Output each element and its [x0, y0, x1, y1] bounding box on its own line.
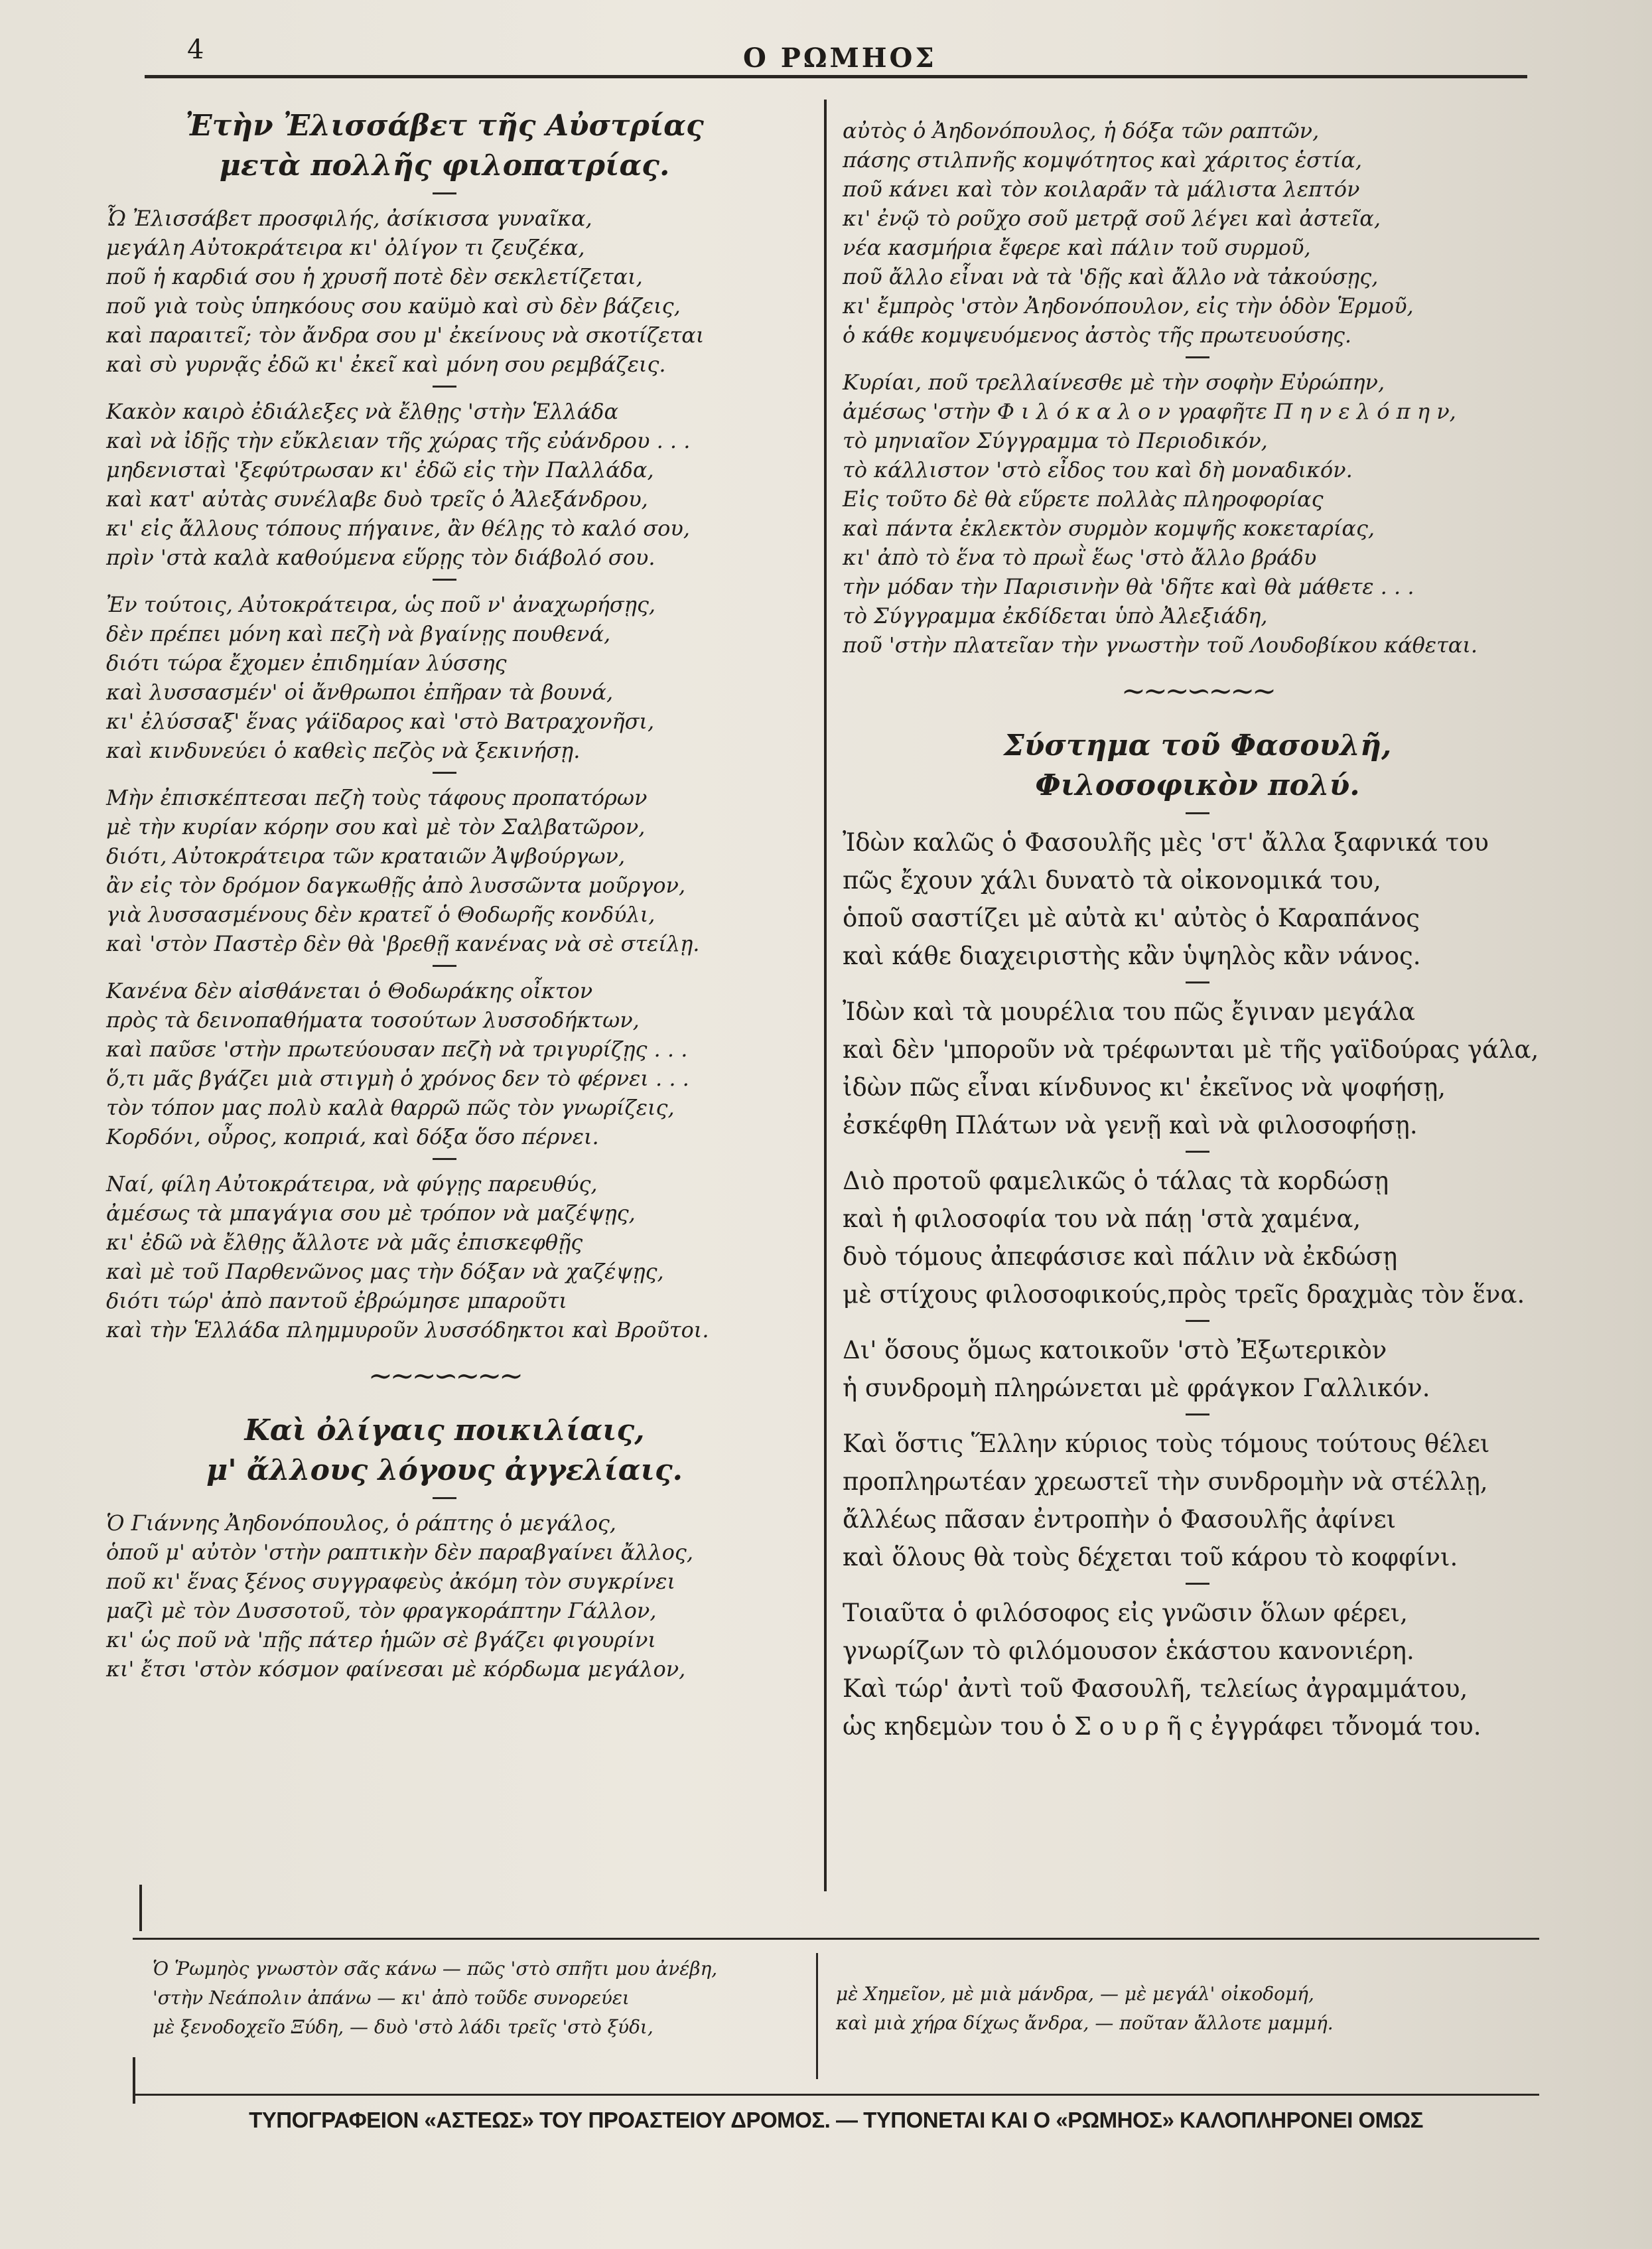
- poem1-title-line: Ἐτὴν Ἐλισσάβετ τῆς Αὐστρίας: [185, 109, 704, 143]
- verse-line: νέα κασμήρια ἔφερε καὶ πάλιν τοῦ συρμοῦ,: [843, 235, 1311, 260]
- verse-line: γνωρίζων τὸ φιλόμουσον ἑκάστου κανονιέρη.: [843, 1636, 1414, 1665]
- verse-line: Κορδόνι, οὖρος, κοπριά, καὶ δόξα ὅσο πέρνει.: [106, 1124, 599, 1149]
- stanza-separator: [1186, 1151, 1209, 1153]
- verse-line: ὁποῦ μ' αὐτὸν 'στὴν ραπτικὴν δὲν παραβγαίνει ἄλλος,: [106, 1540, 694, 1565]
- verse-line: μεγάλη Αὐτοκράτειρα κι' ὀλίγον τι ζευζέκα,: [106, 235, 585, 260]
- verse-line: προπληρωτέαν χρεωστεῖ τὴν συνδρομὴν νὰ στέλλῃ,: [843, 1467, 1488, 1496]
- stanza-separator: [433, 192, 456, 194]
- left-ornament: ~~~∽~~~: [368, 1359, 521, 1393]
- stanza: [106, 397, 783, 572]
- verse-line: γιὰ λυσσασμένους δὲν κρατεῖ ὁ Θοδωρῆς κονδύλι,: [106, 902, 655, 927]
- verse-line: καὶ σὺ γυρνᾷς ἐδῶ κι' ἐκεῖ καὶ μόνη σου ρεμβάζεις.: [106, 352, 666, 377]
- stanza: [106, 204, 783, 379]
- verse-line: Κυρίαι, ποῦ τρελλαίνεσθε μὲ τὴν σοφὴν Εὐρώπην,: [843, 370, 1385, 395]
- poem2-title-line: μ' ἄλλους λόγους ἀγγελίαις.: [206, 1453, 683, 1487]
- stanza-separator: [433, 965, 456, 967]
- advert-left: [153, 1954, 717, 2042]
- poem2-title: [106, 1411, 783, 1490]
- advert-line: μὲ ξενοδοχεῖο Ξύδη, — δυὸ 'στὸ λάδι τρεῖς 'στὸ ξύδι,: [153, 2016, 654, 2038]
- advert-line: καὶ μιὰ χήρα δίχως ἄνδρα, — ποῦταν ἄλλοτε μαμμή.: [836, 2012, 1334, 2034]
- verse-line: ἄλλέως πᾶσαν ἐντροπὴν ὁ Φασουλῆς ἀφίνει: [843, 1505, 1397, 1534]
- verse-line: Ὦ Ἐλισσάβετ προσφιλής, ἀσίκισσα γυναῖκα,: [106, 206, 592, 231]
- header-rule: [145, 75, 1527, 78]
- verse-line: πάσης στιλπνῆς κομψότητος καὶ χάριτος ἑστία,: [843, 147, 1362, 173]
- stanza: [106, 783, 783, 958]
- verse-line: τὸ Σύγγραμμα ἐκδίδεται ὑπὸ Ἀλεξιάδη,: [843, 603, 1268, 628]
- verse-line: Ἰδὼν καλῶς ὁ Φασουλῆς μὲς 'στ' ἄλλα ξαφνικά του: [843, 828, 1489, 857]
- verse-line: καὶ παῦσε 'στὴν πρωτεύουσαν πεζὴ νὰ τριγυρίζῃς . . .: [106, 1037, 688, 1062]
- verse-line: καὶ πάντα ἐκλεκτὸν συρμὸν κομψῆς κοκεταρίας,: [843, 516, 1375, 541]
- verse-line: Κανένα δὲν αἰσθάνεται ὁ Θοδωράκης οἶκτον: [106, 978, 593, 1003]
- verse-line: διότι τώρα ἔχομεν ἐπιδημίαν λύσσης: [106, 650, 507, 676]
- running-head: Ο ΡΩΜΗΟΣ: [743, 42, 937, 74]
- stanza-separator: [1186, 356, 1209, 358]
- poem3-title: [843, 726, 1552, 806]
- advert-divider: [816, 1953, 818, 2079]
- verse-line: Ναί, φίλη Αὐτοκράτειρα, νὰ φύγῃς παρευθύς,: [106, 1171, 598, 1197]
- verse-line: τὸν τόπον μας πολὺ καλὰ θαρρῶ πῶς τὸν γνωρίζεις,: [106, 1095, 675, 1120]
- stanza: [843, 1162, 1552, 1313]
- stanza-separator: [1186, 1320, 1209, 1322]
- stanza: [843, 116, 1552, 350]
- verse-line: μὲ στίχους φιλοσοφικούς,πρὸς τρεῖς δραχμὰς τὸν ἕνα.: [843, 1280, 1525, 1309]
- poem2-body: [106, 1508, 783, 1684]
- column-divider: [824, 100, 827, 1891]
- poem2-continued: [843, 116, 1552, 660]
- poem2-title-line: Καὶ ὀλίγαις ποικιλίαις,: [244, 1414, 645, 1447]
- verse-line: διότι, Αὐτοκράτειρα τῶν κραταιῶν Ἀψβούργων,: [106, 843, 626, 869]
- verse-line: τὸ μηνιαῖον Σύγγραμμα τὸ Περιοδικόν,: [843, 428, 1268, 453]
- poem3-title-line: Σύστημα τοῦ Φασουλῆ,: [1003, 729, 1392, 762]
- verse-line: Διὸ προτοῦ φαμελικῶς ὁ τάλας τὰ κορδώσῃ: [843, 1167, 1389, 1195]
- verse-line: ἰδὼν πῶς εἶναι κίνδυνος κι' ἐκεῖνος νὰ ψοφήσῃ,: [843, 1073, 1446, 1102]
- verse-line: ἐσκέφθη Πλάτων νὰ γενῇ καὶ νὰ φιλοσοφήσῃ.: [843, 1111, 1418, 1139]
- verse-line: ποῦ κάνει καὶ τὸν κοιλαρᾶν τὰ μάλιστα λεπτόν: [843, 177, 1360, 202]
- verse-line: κι' ἔμπρὸς 'στὸν Ἀηδονόπουλον, εἰς τὴν ὁδὸν Ἑρμοῦ,: [843, 293, 1414, 319]
- right-ornament: ~~~∽~~~: [1121, 674, 1274, 708]
- stanza: [843, 368, 1552, 660]
- verse-line: καὶ λυσσασμέν' οἱ ἄνθρωποι ἐπῆραν τὰ βουνά,: [106, 680, 614, 705]
- verse-line: καὶ κινδυνεύει ὁ καθεὶς πεζὸς νὰ ξεκινήσῃ.: [106, 738, 581, 763]
- page-number: 4: [187, 35, 204, 65]
- verse-line: Καὶ ὅστις Ἕλλην κύριος τοὺς τόμους τούτους θέλει: [843, 1429, 1490, 1458]
- verse-line: ἂν εἰς τὸν δρόμον δαγκωθῇς ἀπὸ λυσσῶντα μοῦργον,: [106, 873, 686, 898]
- verse-line: Καὶ τώρ' ἀντὶ τοῦ Φασουλῆ, τελείως ἀγραμμάτου,: [843, 1674, 1468, 1703]
- verse-line: πρὶν 'στὰ καλὰ καθούμενα εὕρῃς τὸν διάβολό σου.: [106, 545, 655, 570]
- verse-line: δὲν πρέπει μόνη καὶ πεζὴ νὰ βγαίνῃς πουθενά,: [106, 621, 611, 646]
- verse-line: καὶ παραιτεῖ; τὸν ἄνδρα σου μ' ἐκείνους νὰ σκοτίζεται: [106, 323, 705, 348]
- stanza-separator: [433, 1158, 456, 1160]
- verse-line: κι' ἔτσι 'στὸν κόσμον φαίνεσαι μὲ κόρδωμα μεγάλον,: [106, 1656, 686, 1682]
- verse-line: Ὁ Γιάννης Ἀηδονόπουλος, ὁ ράπτης ὁ μεγάλος,: [106, 1510, 616, 1536]
- verse-line: καὶ 'στὸν Παστὲρ δὲν θὰ 'βρεθῇ κανένας νὰ σὲ στείλῃ.: [106, 931, 700, 956]
- stanza-separator: [1186, 1583, 1209, 1585]
- verse-line: καὶ ὅλους θὰ τοὺς δέχεται τοῦ κάρου τὸ κοφφίνι.: [843, 1543, 1458, 1571]
- stanza: [106, 1169, 783, 1344]
- verse-line: αὐτὸς ὁ Ἀηδονόπουλος, ἡ δόξα τῶν ραπτῶν,: [843, 118, 1320, 143]
- advert-line: μὲ Χημεῖον, μὲ μιὰ μάνδρα, — μὲ μεγάλ' οἰκοδομή,: [836, 1983, 1314, 2005]
- verse-line: καὶ νὰ ἰδῇς τὴν εὔκλειαν τῆς χώρας τῆς εὐάνδρου . . .: [106, 428, 691, 453]
- stanza: [843, 1594, 1552, 1745]
- margin-mark: [139, 1885, 142, 1931]
- poem3-body: [843, 824, 1552, 1745]
- verse-line: μὲ τὴν κυρίαν κόρην σου καὶ μὲ τὸν Σαλβατῶρον,: [106, 814, 646, 839]
- verse-line: Ἰδὼν καὶ τὰ μουρέλια του πῶς ἔγιναν μεγάλα: [843, 997, 1415, 1026]
- verse-line: τὴν μόδαν τὴν Παρισινὴν θὰ 'δῆτε καὶ θὰ μάθετε . . .: [843, 574, 1414, 599]
- verse-line: Τοιαῦτα ὁ φιλόσοφος εἰς γνῶσιν ὅλων φέρει,: [843, 1599, 1408, 1627]
- verse-line: ὡς κηδεμὼν του ὁ Σ ο υ ρ ῆ ς ἐγγράφει τὄνομά του.: [843, 1712, 1481, 1741]
- stanza-separator: [433, 386, 456, 388]
- left-column: [106, 106, 783, 1684]
- verse-line: κι' εἰς ἄλλους τόπους πήγαινε, ἂν θέλῃς τὸ καλό σου,: [106, 516, 690, 541]
- verse-line: κι' ὡς ποῦ νὰ 'πῇς πάτερ ἡμῶν σὲ βγάζει φιγουρίνι: [106, 1627, 656, 1652]
- advert-line: 'στὴν Νεάπολιν ἀπάνω — κι' ἀπὸ τοῦδε συνορεύει: [153, 1987, 630, 2009]
- stanza: [106, 590, 783, 765]
- verse-line: μαζὶ μὲ τὸν Δυσσοτοῦ, τὸν φραγκοράπτην Γάλλον,: [106, 1598, 657, 1623]
- margin-mark: [133, 2057, 135, 2104]
- verse-line: Δι' ὅσους ὅμως κατοικοῦν 'στὸ Ἐξωτερικὸν: [843, 1336, 1387, 1364]
- stanza-separator: [433, 1497, 456, 1499]
- verse-line: διότι τώρ' ἀπὸ παντοῦ ἐβρώμησε μπαροῦτι: [106, 1288, 567, 1313]
- poem1-title: [106, 106, 783, 186]
- stanza: [843, 993, 1552, 1144]
- stanza: [843, 1425, 1552, 1576]
- verse-line: πῶς ἔχουν χάλι δυνατὸ τὰ οἰκονομικά του,: [843, 866, 1381, 895]
- verse-line: τὸ κάλλιστον 'στὸ εἶδος του καὶ δὴ μοναδικόν.: [843, 457, 1353, 482]
- verse-line: πρὸς τὰ δεινοπαθήματα τοσούτων λυσσοδήκτων,: [106, 1007, 640, 1033]
- advert-right: [836, 1980, 1334, 2038]
- verse-line: ὁποῦ σαστίζει μὲ αὐτὰ κι' αὐτὸς ὁ Καραπάνος: [843, 904, 1420, 932]
- verse-line: Μὴν ἐπισκέπτεσαι πεζὴ τοὺς τάφους προπατόρων: [106, 785, 648, 810]
- verse-line: κι' ἀπὸ τὸ ἕνα τὸ πρωῒ ἕως 'στὸ ἄλλο βράδυ: [843, 545, 1317, 570]
- poem1-title-line: μετὰ πολλῆς φιλοπατρίας.: [219, 149, 670, 182]
- verse-line: καὶ δὲν 'μποροῦν νὰ τρέφωνται μὲ τῆς γαϊδούρας γάλα,: [843, 1035, 1539, 1064]
- stanza-separator: [433, 579, 456, 581]
- stanza: [843, 1331, 1552, 1407]
- printer-line: ΤΥΠΟΓΡΑΦΕΙΟΝ «ΑΣΤΕΩΣ» ΤΟΥ ΠΡΟΑΣΤΕΙΟΥ ΔΡΟΜΟΣ. — ΤΥΠΟΝΕΤΑΙ ΚΑΙ Ο «ΡΩΜΗΟΣ» ΚΑΛΟΠΛΗΡΟΝΕΙ ΟΜΩΣ: [249, 2108, 1423, 2132]
- poem1-body: [106, 192, 783, 1344]
- verse-line: δυὸ τόμους ἀπεφάσισε καὶ πάλιν νὰ ἐκδώσῃ: [843, 1242, 1398, 1271]
- stanza-separator: [1186, 812, 1209, 814]
- verse-line: ποῦ ἄλλο εἶναι νὰ τὰ 'δῇς καὶ ἄλλο νὰ τἀκούσῃς,: [843, 264, 1379, 289]
- verse-line: ποῦ γιὰ τοὺς ὑπηκόους σου καϋμὸ καὶ σὺ δὲν βάζεις,: [106, 293, 681, 319]
- verse-line: καὶ τὴν Ἑλλάδα πλημμυροῦν λυσσόδηκτοι καὶ Βροῦτοι.: [106, 1317, 709, 1342]
- verse-line: καὶ κατ' αὐτὰς συνέλαβε δυὸ τρεῖς ὁ Ἀλεξάνδρου,: [106, 486, 648, 512]
- verse-line: Κακὸν καιρὸ ἐδιάλεξες νὰ ἔλθῃς 'στὴν Ἑλλάδα: [106, 399, 619, 424]
- verse-line: ποῦ 'στὴν πλατεῖαν τὴν γνωστὴν τοῦ Λουδοβίκου κάθεται.: [843, 632, 1478, 658]
- verse-line: κι' ἐνῷ τὸ ροῦχο σοῦ μετρᾷ σοῦ λέγει καὶ ἀστεῖα,: [843, 206, 1381, 231]
- verse-line: καὶ ἡ φιλοσοφία του νὰ πάῃ 'στὰ χαμένα,: [843, 1204, 1361, 1233]
- verse-line: Εἰς τοῦτο δὲ θὰ εὕρετε πολλὰς πληροφορίας: [843, 486, 1324, 512]
- advert-line: Ὁ Ῥωμηὸς γνωστὸν σᾶς κάνω — πῶς 'στὸ σπῆτι μου ἀνέβη,: [153, 1958, 718, 1980]
- verse-line: ἡ συνδρομὴ πληρώνεται μὲ φράγκον Γαλλικόν.: [843, 1374, 1430, 1402]
- verse-line: ὁ κάθε κομψευόμενος ἀστὸς τῆς πρωτευούσης.: [843, 323, 1352, 348]
- stanza-separator: [1186, 1414, 1209, 1415]
- stanza-separator: [433, 772, 456, 774]
- right-column: [843, 116, 1552, 1745]
- stanza: [106, 976, 783, 1151]
- poem3-title-line: Φιλοσοφικὸν πολύ.: [1035, 768, 1360, 802]
- verse-line: ἀμέσως τὰ μπαγάγια σου μὲ τρόπον νὰ μαζέψῃς,: [106, 1200, 636, 1226]
- verse-line: κι' ἐλύσσαξ' ἕνας γάϊδαρος καὶ 'στὸ Βατραχονῆσι,: [106, 709, 655, 734]
- verse-line: ἀμέσως 'στὴν Φ ι λ ό κ α λ ο ν γραφῆτε Π η ν ε λ ό π η ν,: [843, 399, 1456, 424]
- verse-line: ὅ,τι μᾶς βγάζει μιὰ στιγμὴ ὁ χρόνος δεν τὸ φέρνει . . .: [106, 1066, 689, 1091]
- stanza: [843, 824, 1552, 975]
- verse-line: ποῦ ἡ καρδιά σου ἡ χρυσῆ ποτὲ δὲν σεκλετίζεται,: [106, 264, 643, 289]
- footer-advert: [133, 1938, 1539, 2096]
- verse-line: κι' ἐδῶ νὰ ἔλθῃς ἄλλοτε νὰ μᾶς ἐπισκεφθῇς: [106, 1230, 583, 1255]
- verse-line: ποῦ κι' ἕνας ξένος συγγραφεὺς ἀκόμη τὸν συγκρίνει: [106, 1569, 675, 1594]
- verse-line: καὶ μὲ τοῦ Παρθενῶνος μας τὴν δόξαν νὰ χαζέψῃς,: [106, 1259, 664, 1284]
- verse-line: καὶ κάθε διαχειριστὴς κἂν ὑψηλὸς κἂν νάνος.: [843, 942, 1421, 970]
- verse-line: Ἐν τούτοις, Αὐτοκράτειρα, ὡς ποῦ ν' ἀναχωρήσῃς,: [106, 592, 656, 617]
- verse-line: μηδενισταὶ 'ξεφύτρωσαν κι' ἐδῶ εἰς τὴν Παλλάδα,: [106, 457, 654, 482]
- stanza-separator: [1186, 981, 1209, 983]
